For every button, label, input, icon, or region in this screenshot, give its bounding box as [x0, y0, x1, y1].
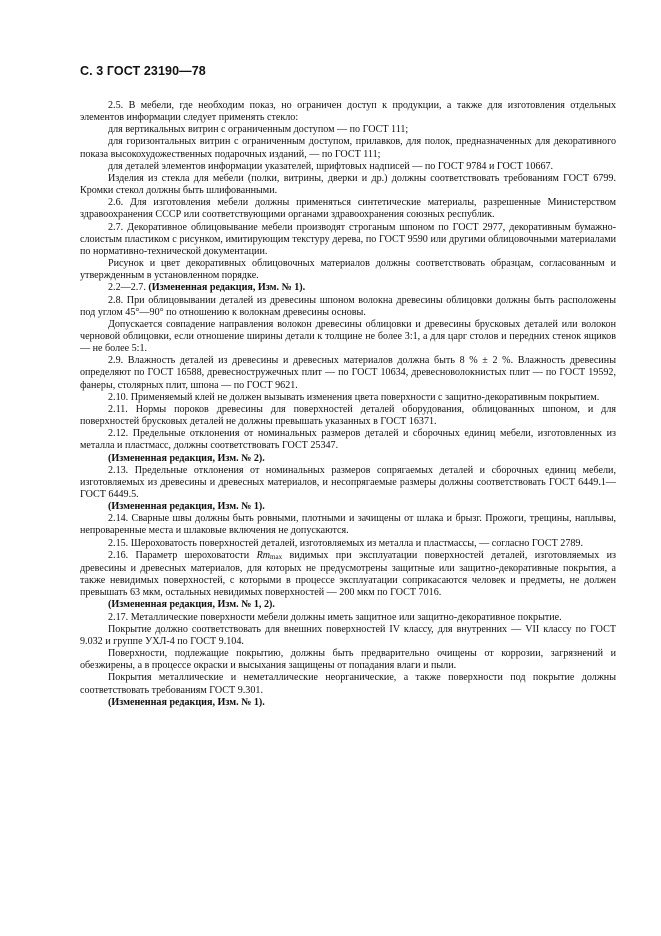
paragraph	[80, 295, 616, 319]
paragraph	[80, 513, 616, 537]
paragraph	[80, 124, 616, 136]
paragraph	[80, 538, 616, 550]
roughness-symbol-subscript: max	[270, 552, 283, 561]
paragraph-text: 2.12. Предельные отклонения от номинальных размеров деталей и сборочных единиц мебели, изготовленных из металла и пластмасс, должны соответствовать ГОСТ 25347.	[80, 428, 616, 452]
paragraph	[80, 624, 616, 648]
paragraph	[80, 355, 616, 391]
paragraph-text: 2.15. Шероховатость поверхностей деталей, изготовляемых из металла и пластмассы, — согласно ГОСТ 2789.	[108, 537, 583, 549]
paragraph	[80, 453, 616, 465]
paragraph-text: 2.14. Сварные швы должны быть ровными, плотными и зачищены от шлака и брызг. Прожоги, трещины, наплывы, непроваренные места и шлаковые включения не допускаются.	[80, 513, 616, 537]
paragraph-text: Рисунок и цвет декоративных облицовочных материалов должны соответствовать образцам, согласованным и утвержденным в установленном порядке.	[80, 258, 616, 282]
paragraph-text: 2.6. Для изготовления мебели должны применяться синтетические материалы, разрешенные Министерством здравоохранения СССР или соответствующими органами здравоохранения союзных республик.	[80, 197, 616, 221]
page-header: С. 3 ГОСТ 23190—78	[80, 64, 206, 78]
paragraph-text: 2.5. В мебели, где необходим показ, но ограничен доступ к продукции, а также для изготовления отдельных элементов информации следует применять стекло:	[80, 100, 616, 124]
paragraph	[80, 612, 616, 624]
paragraph	[80, 648, 616, 672]
paragraph	[80, 404, 616, 428]
paragraph-text: 2.16. Параметр шероховатости	[108, 549, 250, 561]
paragraph-text: 2.10. Применяемый клей не должен вызывать изменения цвета поверхности с защитно-декоративным покрытием.	[108, 391, 600, 403]
paragraph-text: для горизонтальных витрин с ограниченным доступом, прилавков, для полок, предназначенных для декоративного показа высокохудожественных подарочных изданий, — по ГОСТ 111;	[80, 136, 616, 160]
amendment-note: (Измененная редакция, Изм. № 1).	[108, 696, 265, 708]
paragraph	[80, 465, 616, 501]
paragraph	[80, 319, 616, 355]
paragraph-text: 2.13. Предельные отклонения от номинальных размеров сопрягаемых деталей и сборочных единиц мебели, изготовляемых из древесины и древесных материалов, и несопрягаемые размеры должны соответствовать ГОСТ 6449.1—ГОСТ 6449.5.	[80, 464, 616, 500]
paragraph	[80, 672, 616, 696]
roughness-symbol	[257, 550, 283, 561]
paragraph-text: 2.7. Декоративное облицовывание мебели производят строганым шпоном по ГОСТ 2977, декоративным бумажно-слоистым пластиком с рисунком, имитирующим текстуру дерева, по ГОСТ 9590 или другими облицовочными материалами по нормативно-технической документации.	[80, 221, 616, 257]
amendment-note: (Измененная редакция, Изм. № 1, 2).	[108, 599, 275, 611]
paragraph	[80, 258, 616, 282]
paragraph	[80, 173, 616, 197]
amendment-note: (Измененная редакция, Изм. № 1).	[108, 501, 265, 513]
paragraph	[80, 197, 616, 221]
paragraph-text: Допускается совпадение направления волокон древесины облицовки и древесины брусковых деталей или волокон черновой облицовки, если отношение ширины детали к толщине не более 3:1, а для царг столов и передних стенок ящиков — не более 5:1.	[80, 318, 616, 355]
paragraph	[80, 392, 616, 404]
paragraph-text: 2.2—2.7.	[108, 282, 146, 294]
paragraph-text: Изделия из стекла для мебели (полки, витрины, дверки и др.) должны соответствовать требованиям ГОСТ 6799. Кромки стекол должны быть шлифованными.	[80, 172, 616, 197]
paragraph	[80, 161, 616, 173]
paragraph	[80, 501, 616, 513]
paragraph-text: 2.17. Металлические поверхности мебели должны иметь защитное или защитно-декоративное покрытие.	[108, 611, 562, 623]
paragraph	[80, 697, 616, 709]
paragraph	[80, 282, 616, 294]
paragraph-text: для вертикальных витрин с ограниченным доступом — по ГОСТ 111;	[108, 124, 409, 136]
paragraph-text: 2.11. Нормы пороков древесины для поверхностей деталей оборудования, облицованных шпоном, и для поверхностей брусковых деталей не должны превышать указанных в ГОСТ 16371.	[80, 403, 616, 428]
paragraph-text: Покрытие должно соответствовать для внешних поверхностей IV классу, для внутренних — VII классу по ГОСТ 9.032 и группе УХЛ-4 по ГОСТ 9.104.	[80, 623, 616, 647]
roughness-symbol-base: Rm	[256, 549, 271, 561]
amendment-note: (Измененная редакция, Изм. № 2).	[108, 452, 265, 464]
paragraph	[80, 100, 616, 124]
paragraph	[80, 599, 616, 611]
document-body	[80, 100, 616, 709]
paragraph-text: Покрытия металлические и неметаллические неорганические, а также поверхности под покрытие должны соответствовать требованиям ГОСТ 9.301.	[80, 672, 616, 696]
amendment-note: (Измененная редакция, Изм. № 1).	[148, 282, 306, 294]
paragraph-text-continued: видимых при эксплуатации поверхностей деталей, изготовляемых из древесины и древесных материалов, для которых не предусмотрены защитные или защитно-декоративные покрытия, а также невидимых поверхностей, с которыми в процессе эксплуатации соприкасаются человек и предметы, не должен превышать 63 мкм, остальных невидимых поверхностей — 200 мкм по ГОСТ 7016.	[80, 549, 616, 599]
paragraph	[80, 136, 616, 160]
paragraph-text: для деталей элементов информации указателей, шрифтовых надписей — по ГОСТ 9784 и ГОСТ 10667.	[108, 160, 554, 172]
paragraph	[80, 550, 616, 600]
paragraph	[80, 222, 616, 258]
paragraph-text: 2.9. Влажность деталей из древесины и древесных материалов должна быть 8 % ± 2 %. Влажность древесины определяют по ГОСТ 16588, древесностружечных плит — по ГОСТ 10634, древесноволокнистых плит — по ГОСТ 19592, фанеры, столярных плит, шпона — по ГОСТ 9621.	[80, 355, 616, 391]
paragraph	[80, 428, 616, 452]
paragraph-text: 2.8. При облицовывании деталей из древесины шпоном волокна древесины облицовки должны быть расположены под углом 45°—90° по отношению к волокнам древесины основы.	[80, 294, 616, 318]
paragraph-text: Поверхности, подлежащие покрытию, должны быть предварительно очищены от коррозии, загрязнений и обезжирены, а в процессе окраски и высыхания защищены от попадания влаги и пыли.	[80, 648, 616, 672]
